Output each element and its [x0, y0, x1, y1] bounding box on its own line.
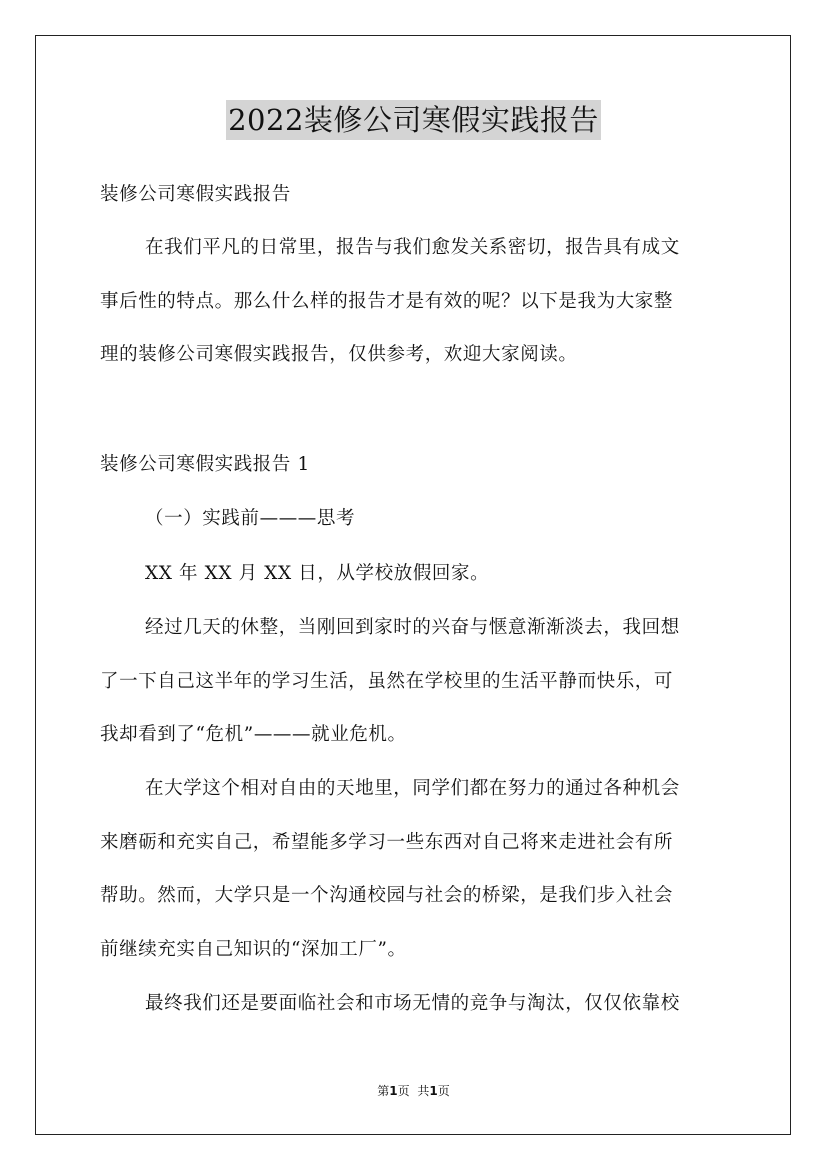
document-title: 2022装修公司寒假实践报告 — [226, 100, 601, 140]
para2-line-4: 前继续充实自己知识的“深加工厂”。 — [100, 939, 407, 960]
section-heading: 装修公司寒假实践报告 1 — [100, 454, 310, 475]
footer-total-number: 1 — [429, 1084, 438, 1098]
footer-page-suffix: 页 — [397, 1084, 410, 1098]
footer-page-number: 1 — [389, 1084, 398, 1098]
document-subtitle: 装修公司寒假实践报告 — [100, 184, 292, 205]
intro-line-3: 理的装修公司寒假实践报告，仅供参考，欢迎大家阅读。 — [100, 344, 578, 365]
title-container — [0, 100, 827, 140]
para2-line-3: 帮助。然而，大学只是一个沟通校园与社会的桥梁，是我们步入社会 — [100, 885, 674, 906]
intro-line-2: 事后性的特点。那么什么样的报告才是有效的呢？以下是我为大家整 — [100, 291, 674, 312]
para1-line-1: 经过几天的休整，当刚回到家时的兴奋与惬意渐渐淡去，我回想 — [145, 617, 680, 638]
para2-line-2: 来磨砺和充实自己，希望能多学习一些东西对自己将来走进社会有所 — [100, 832, 674, 853]
page-footer — [0, 1083, 827, 1099]
part-heading: （一）实践前———思考 — [145, 508, 356, 529]
para1-line-2: 了一下自己这半年的学习生活，虽然在学校里的生活平静而快乐，可 — [100, 671, 674, 692]
para3-line-1: 最终我们还是要面临社会和市场无情的竞争与淘汰，仅仅依靠校 — [145, 993, 680, 1014]
para2-line-1: 在大学这个相对自由的天地里，同学们都在努力的通过各种机会 — [145, 778, 680, 799]
footer-total-suffix: 页 — [437, 1084, 450, 1098]
footer-page-prefix: 第 — [377, 1084, 390, 1098]
intro-line-1: 在我们平凡的日常里，报告与我们愈发关系密切，报告具有成文 — [145, 237, 680, 258]
date-line: XX 年 XX 月 XX 日，从学校放假回家。 — [145, 563, 490, 584]
para1-line-3: 我却看到了“危机”———就业危机。 — [100, 724, 407, 745]
footer-total-prefix: 共 — [417, 1084, 430, 1098]
